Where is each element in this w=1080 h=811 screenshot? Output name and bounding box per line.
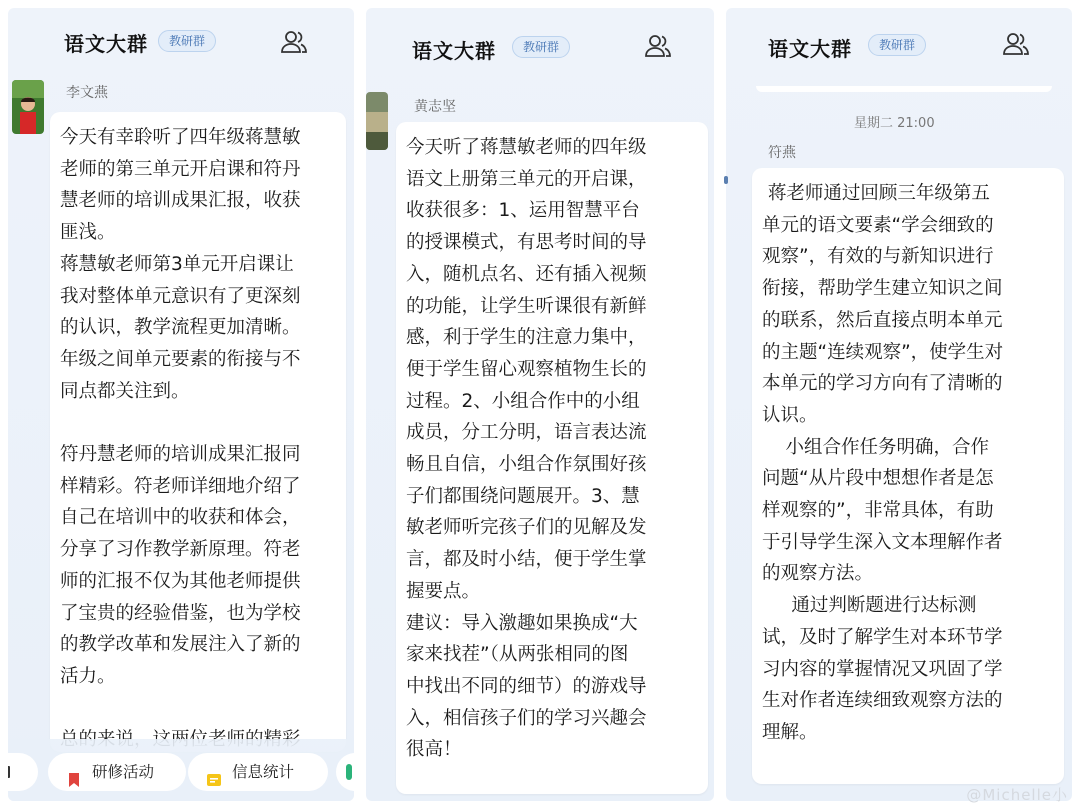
group-tag-badge: 教研群: [512, 36, 570, 58]
sender-name: 符燕: [768, 145, 796, 161]
toolbar-chip-partial[interactable]: [8, 753, 38, 791]
chat-screen-1: [8, 8, 354, 801]
group-members-icon[interactable]: [278, 26, 310, 58]
group-title: 语文大群: [64, 32, 148, 56]
watermark: @Michelle小: [966, 786, 1068, 804]
message-bubble[interactable]: [396, 122, 708, 794]
chat-screen-2: [366, 8, 714, 801]
message-bubble[interactable]: [50, 112, 346, 752]
bookmark-icon: [66, 764, 82, 780]
toolbar-chip-next[interactable]: [336, 753, 354, 791]
chip-label: 信息统计: [232, 763, 295, 781]
toolbar-chip-stats[interactable]: [188, 753, 328, 791]
avatar[interactable]: [366, 92, 388, 150]
group-title: 语文大群: [768, 37, 852, 61]
chat-header: [8, 8, 354, 72]
stats-icon: [206, 764, 222, 780]
sender-name: 黄志坚: [414, 99, 456, 115]
chat-header: [366, 8, 714, 72]
message-text: 蒋老师通过回顾三年级第五 单元的语文要素“学会细致的 观察”，有效的与新知识进行 衔接，帮助学生建立知识之间 的联系，然后直接点明本单元 的主题“连续观察”，使学生对 本单元的学习方向有了清晰的 认识。 小组合作任务明确，合作 问题“从片段中想想作者是怎 样观察的”，非常具体，有助 于引导学生深入文本理解作者 的观察方法。 通过判断题进行达标测 试，及时了解学生对本环节学 习内容的掌握情况又巩固了学 生对作者连续细致观察方法的 理解。: [762, 183, 1004, 743]
toolbar-chip-research[interactable]: [48, 753, 186, 791]
message-bubble[interactable]: [752, 168, 1064, 784]
bottom-toolbar: [8, 739, 354, 801]
message-text: 今天听了蒋慧敏老师的四年级 语文上册第三单元的开启课， 收获很多：1、运用智慧平台 的授课模式，有思考时间的导 入，随机点名、还有插入视频 的功能，让学生听课很有新鲜 感，利于学生的注意力集中， 便于学生留心观察植物生长的 过程。2、小组合作中的小组 成员，分工分明，语言表达流 畅且自信，小组合作氛围好孩 子们都围绕问题展开。3、慧 敏老师听完孩子们的见解及发 言，都及时小结，便于学生掌 握要点。 建议：导入激趣如果换成“大 家来找茬”（从两张相同的图 中找出不同的细节）的游戏导 入，相信孩子们的学习兴趣会 很高！: [406, 137, 647, 761]
chat-screen-3: [726, 8, 1072, 801]
divider-marker: [724, 176, 728, 184]
group-members-icon[interactable]: [642, 30, 674, 62]
group-members-icon[interactable]: [1000, 28, 1032, 60]
chat-header: [726, 8, 1072, 72]
message-timestamp: 星期二 21:00: [854, 116, 935, 131]
group-title: 语文大群: [412, 39, 496, 63]
group-tag-badge: 教研群: [158, 30, 216, 52]
app-icon: [346, 764, 352, 780]
previous-message-edge: [756, 86, 1052, 92]
message-text: 今天有幸聆听了四年级蒋慧敏 老师的第三单元开启课和符丹 慧老师的培训成果汇报，收获 匪浅。 蒋慧敏老师第3单元开启课让 我对整体单元意识有了更深刻 的认识，教学流程更加清晰。 年级之间单元要素的衔接与不 同点都关注到。 符丹慧老师的培训成果汇报同 样精彩。符老师详细地介绍了 自己在培训中的收获和体会， 分享了习作教学新原理。符老 师的汇报不仅为其他老师提供 了宝贵的经验借鉴，也为学校 的教学改革和发展注入了新的 活力。: [60, 127, 301, 687]
avatar[interactable]: [12, 80, 44, 134]
partial-chip-icon: [8, 766, 10, 778]
sender-name: 李文燕: [66, 85, 108, 101]
chip-label: 研修活动: [92, 763, 155, 781]
group-tag-badge: 教研群: [868, 34, 926, 56]
